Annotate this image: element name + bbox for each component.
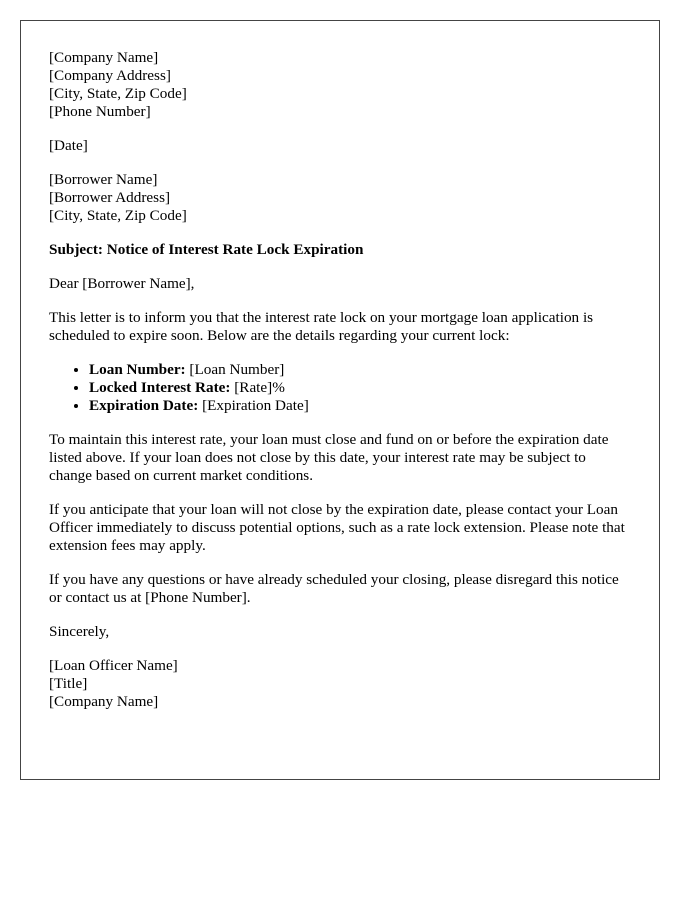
body-paragraph-contact-officer: If you anticipate that your loan will not close by the expiration date, please contact your Loan Officer immediately to discuss potential options, such as a rate lock extension. Please note that extension fees may apply. [49,501,625,554]
subject-line: Subject: Notice of Interest Rate Lock Expiration [49,241,364,258]
sender-company-name: [Company Name] [49,49,159,66]
body-paragraph-maintain-rate: To maintain this interest rate, your loan must close and fund on or before the expiration date listed above. If your loan does not close by this date, your interest rate may be subject to change based on current market conditions. [49,431,609,484]
sender-city-state-zip: [City, State, Zip Code] [49,85,187,102]
list-item [89,361,631,379]
intro-paragraph: This letter is to inform you that the interest rate lock on your mortgage loan application is scheduled to expire soon. Below are the details regarding your current lock: [49,309,594,344]
recipient-name: [Borrower Name] [49,171,158,188]
detail-value: [Loan Number] [185,361,285,378]
body-paragraph-questions: If you have any questions or have already scheduled your closing, please disregard this notice or contact us at [Phone Number]. [49,571,619,606]
list-item [89,397,631,415]
sender-company-address: [Company Address] [49,67,171,84]
detail-value: [Expiration Date] [198,397,309,414]
recipient-address-block [49,171,631,225]
signature-name: [Loan Officer Name] [49,657,178,674]
recipient-city-state-zip: [City, State, Zip Code] [49,207,187,224]
signature-company: [Company Name] [49,693,159,710]
detail-value: [Rate]% [230,379,285,396]
list-item [89,379,631,397]
closing: Sincerely, [49,623,110,640]
letter-date [49,137,631,155]
signature-block [49,657,631,711]
salutation: Dear [Borrower Name], [49,275,195,292]
letter-page [20,20,660,780]
detail-label: Loan Number: [89,361,186,378]
lock-details-list [49,361,631,415]
recipient-address: [Borrower Address] [49,189,171,206]
sender-address-block [49,49,631,121]
detail-label: Locked Interest Rate: [89,379,231,396]
sender-phone: [Phone Number] [49,103,151,120]
date-text: [Date] [49,137,88,154]
signature-title: [Title] [49,675,88,692]
detail-label: Expiration Date: [89,397,199,414]
